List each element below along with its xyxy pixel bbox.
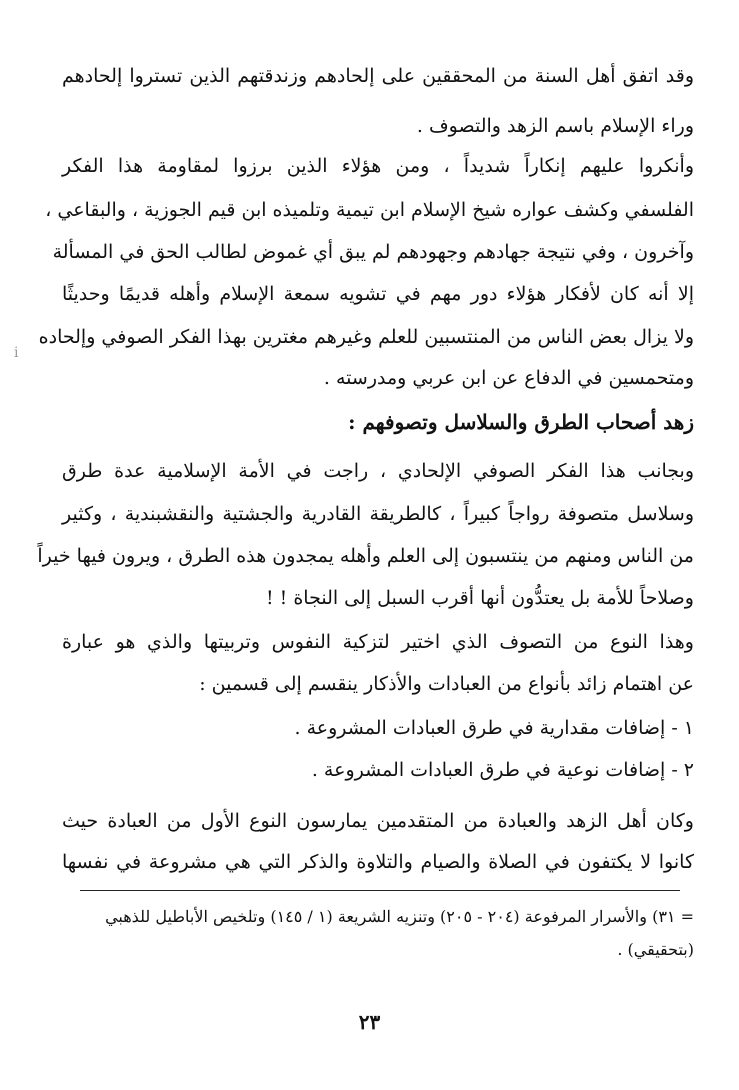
paragraph-3-line-4: وصلاحاً للأمة بل يعتدُّون أنها أقرب السبل إلى النجاة ! ! — [265, 587, 694, 609]
paragraph-5-line-1: وكان أهل الزهد والعبادة من المتقدمين يمارسون النوع الأول من العبادة حيث — [62, 810, 694, 832]
list-item-1: ١ - إضافات مقدارية في طرق العبادات المشروعة . — [294, 717, 694, 739]
paragraph-3-line-3: من الناس ومنهم من ينتسبون إلى العلم وأهله يمجدون هذه الطرق ، ويرون فيها خيراً — [37, 545, 694, 567]
paragraph-2-line-4: إلا أنه كان لأفكار هؤلاء دور مهم في تشويه سمعة الإسلام وأهله قديمًا وحديثًا — [62, 283, 694, 305]
paragraph-5-line-2: كانوا لا يكتفون في الصلاة والصيام والتلاوة والذكر التي هي مشروعة في نفسها — [62, 851, 694, 873]
section-heading: زهد أصحاب الطرق والسلاسل وتصوفهم : — [348, 410, 694, 434]
paragraph-2-line-5: ولا يزال بعض الناس من المنتسبين للعلم وغيرهم مغترين بهذا الفكر الصوفي وإلحاده — [38, 326, 694, 348]
paragraph-4-line-1: وهذا النوع من التصوف الذي اختير لتزكية النفوس وتربيتها والذي هو عبارة — [62, 631, 694, 653]
paragraph-1-line-1: وقد اتفق أهل السنة من المحققين على إلحادهم وزندقتهم الذين تستروا إلحادهم — [62, 65, 694, 87]
page-number: ٢٣ — [358, 1010, 381, 1034]
footnote-line-2: (بتحقيقي) . — [617, 940, 694, 959]
paragraph-2-line-2: الفلسفي وكشف عواره شيخ الإسلام ابن تيمية وتلميذه ابن قيم الجوزية ، والبقاعي ، — [45, 199, 694, 221]
footnote-line-1: = ٣١) والأسرار المرفوعة (٢٠٤ - ٢٠٥) وتنزيه الشريعة (١ / ١٤٥) وتلخيص الأباطيل للذهبي — [105, 907, 694, 926]
margin-mark: ⅰ — [14, 345, 19, 361]
paragraph-1-line-2: وراء الإسلام باسم الزهد والتصوف . — [416, 115, 694, 137]
paragraph-2-line-3: وآخرون ، وفي نتيجة جهادهم وجهودهم لم يبق أي غموض لطالب الحق في المسألة — [52, 241, 694, 263]
paragraph-3-line-1: وبجانب هذا الفكر الصوفي الإلحادي ، راجت في الأمة الإسلامية عدة طرق — [62, 460, 694, 482]
footnote — [37, 0, 694, 1000]
list-item-2: ٢ - إضافات نوعية في طرق العبادات المشروعة . — [311, 759, 694, 781]
paragraph-4-line-2: عن اهتمام زائد بأنواع من العبادات والأذكار ينقسم إلى قسمين : — [199, 673, 694, 695]
paragraph-2-line-6: ومتحمسين في الدفاع عن ابن عربي ومدرسته . — [323, 367, 694, 389]
paragraph-3-line-2: وسلاسل متصوفة رواجاً كبيراً ، كالطريقة القادرية والجشتية والنقشبندية ، وكثير — [62, 503, 694, 525]
paragraph-2-line-1: وأنكروا عليهم إنكاراً شديداً ، ومن هؤلاء الذين برزوا لمقاومة هذا الفكر — [62, 155, 694, 177]
